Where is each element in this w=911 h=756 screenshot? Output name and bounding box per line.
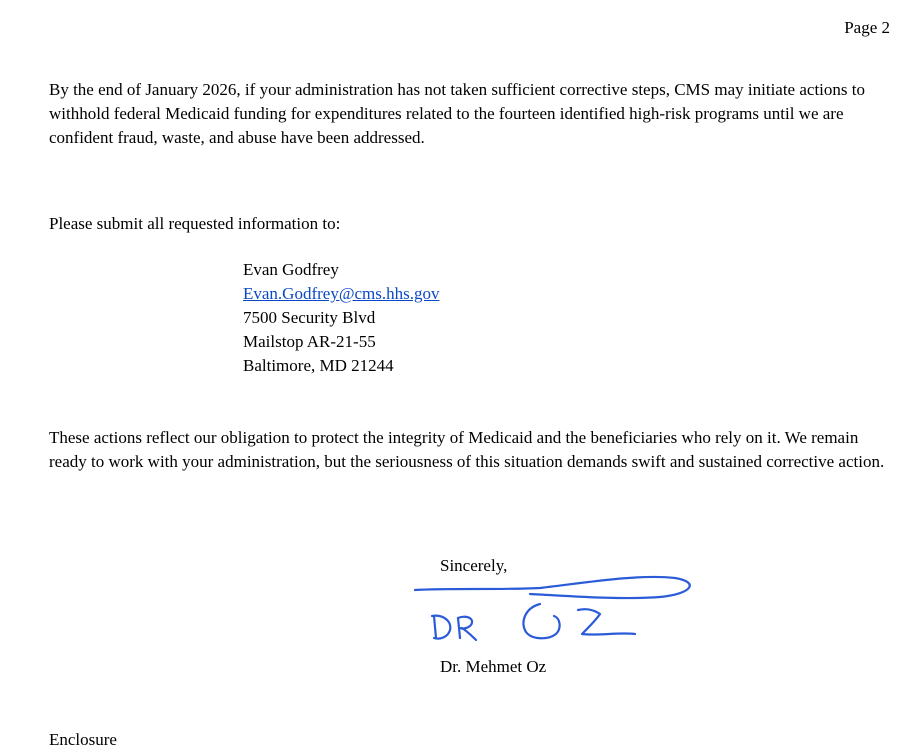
mailstop: Mailstop AR-21-55 [243,332,376,351]
street-address: 7500 Security Blvd [243,308,376,327]
paragraph-funding-warning: By the end of January 2026, if your administration has not taken sufficient corrective steps, CMS may initiate actions to withhold federal Medicaid funding for expenditures related to the fourteen identified high-risk programs until we are confident fraud, waste, and abuse have been addressed. [49,80,865,147]
closing-salutation: Sincerely, [440,556,508,575]
signer-name: Dr. Mehmet Oz [440,657,547,676]
contact-name: Evan Godfrey [243,260,339,279]
paragraph-submit-instructions: Please submit all requested information to: [49,214,341,233]
mailing-address-block [243,258,439,378]
handwritten-signature [410,564,700,654]
enclosure-label: Enclosure [49,730,117,749]
paragraph-obligation: These actions reflect our obligation to protect the integrity of Medicaid and the beneficiaries who rely on it. We remain ready to work with your administration, but the seriousness of this situation demands swift and sustained corrective action. [49,428,885,471]
contact-email-link[interactable]: Evan.Godfrey@cms.hhs.gov [243,284,440,303]
page-number: Page 2 [844,18,890,37]
city-state-zip: Baltimore, MD 21244 [243,356,394,375]
